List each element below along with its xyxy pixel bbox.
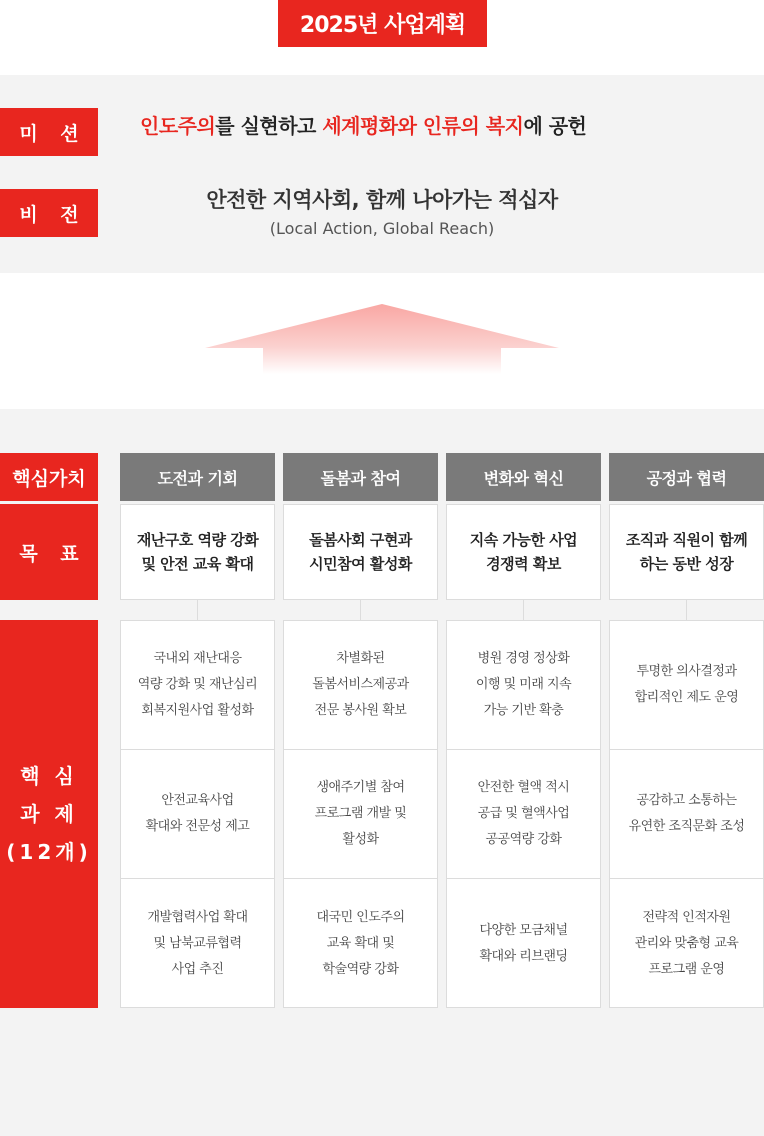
page-title: 2025년 사업계획 bbox=[278, 0, 487, 47]
task-cell: 투명한 의사결정과 합리적인 제도 운영 bbox=[610, 621, 763, 750]
core-values-label: 핵심가치 bbox=[0, 453, 98, 501]
task-cell: 공감하고 소통하는 유연한 조직문화 조성 bbox=[610, 750, 763, 879]
connector-line bbox=[686, 600, 687, 620]
connector-line bbox=[523, 600, 524, 620]
task-cell: 차별화된 돌봄서비스제공과 전문 봉사원 확보 bbox=[284, 621, 437, 750]
goal-box: 조직과 직원이 함께 하는 동반 성장 bbox=[609, 504, 764, 600]
task-cell: 전략적 인적자원 관리와 맞춤형 교육 프로그램 운영 bbox=[634, 909, 739, 977]
mission-highlight-2: 세계평화와 인류의 복지 bbox=[322, 114, 524, 138]
goal-box: 재난구호 역량 강화 및 안전 교육 확대 bbox=[120, 504, 275, 600]
value-header: 돌봄과 참여 bbox=[283, 453, 438, 501]
goal-box: 지속 가능한 사업 경쟁력 확보 bbox=[446, 504, 601, 600]
mission-statement bbox=[140, 110, 586, 139]
vision-statement: 안전한 지역사회, 함께 나아가는 적십자 bbox=[206, 188, 558, 212]
value-header: 도전과 기회 bbox=[120, 453, 275, 501]
mission-text-2: 에 공헌 bbox=[523, 114, 587, 138]
connector-line bbox=[360, 600, 361, 620]
task-cell: 개발협력사업 확대 및 남북교류협력 사업 추진 bbox=[147, 909, 248, 977]
task-cell: 국내외 재난대응 역량 강화 및 재난심리 회복지원사업 활성화 bbox=[121, 621, 274, 750]
connector-line bbox=[197, 600, 198, 620]
mission-highlight-1: 인도주의 bbox=[140, 114, 216, 138]
goals-label: 목 표 bbox=[0, 504, 98, 600]
task-cell: 생애주기별 참여 프로그램 개발 및 활성화 bbox=[284, 750, 437, 879]
task-column bbox=[283, 620, 438, 1008]
task-cell: 다양한 모금채널 확대와 리브랜딩 bbox=[479, 922, 568, 964]
vision-subtitle: (Local Action, Global Reach) bbox=[269, 219, 495, 238]
mission-text-1: 를 실현하고 bbox=[215, 114, 323, 138]
task-column bbox=[120, 620, 275, 1008]
core-tasks-label: 핵 심 과 제 (12개) bbox=[0, 620, 98, 1008]
mission-label: 미 션 bbox=[0, 108, 98, 156]
goal-box: 돌봄사회 구현과 시민참여 활성화 bbox=[283, 504, 438, 600]
task-cell: 안전교육사업 확대와 전문성 제고 bbox=[121, 750, 274, 879]
task-cell: 안전한 혈액 적시 공급 및 혈액사업 공공역량 강화 bbox=[447, 750, 600, 879]
mission-vision-section bbox=[0, 75, 764, 273]
value-header: 변화와 혁신 bbox=[446, 453, 601, 501]
value-header: 공정과 협력 bbox=[609, 453, 764, 501]
task-cell: 대국민 인도주의 교육 확대 및 학술역량 강화 bbox=[316, 909, 405, 977]
vision-label: 비 전 bbox=[0, 189, 98, 237]
task-column bbox=[609, 620, 764, 1008]
up-arrow-icon bbox=[205, 304, 559, 374]
task-cell: 병원 경영 정상화 이행 및 미래 지속 가능 기반 확충 bbox=[447, 621, 600, 750]
task-column bbox=[446, 620, 601, 1008]
